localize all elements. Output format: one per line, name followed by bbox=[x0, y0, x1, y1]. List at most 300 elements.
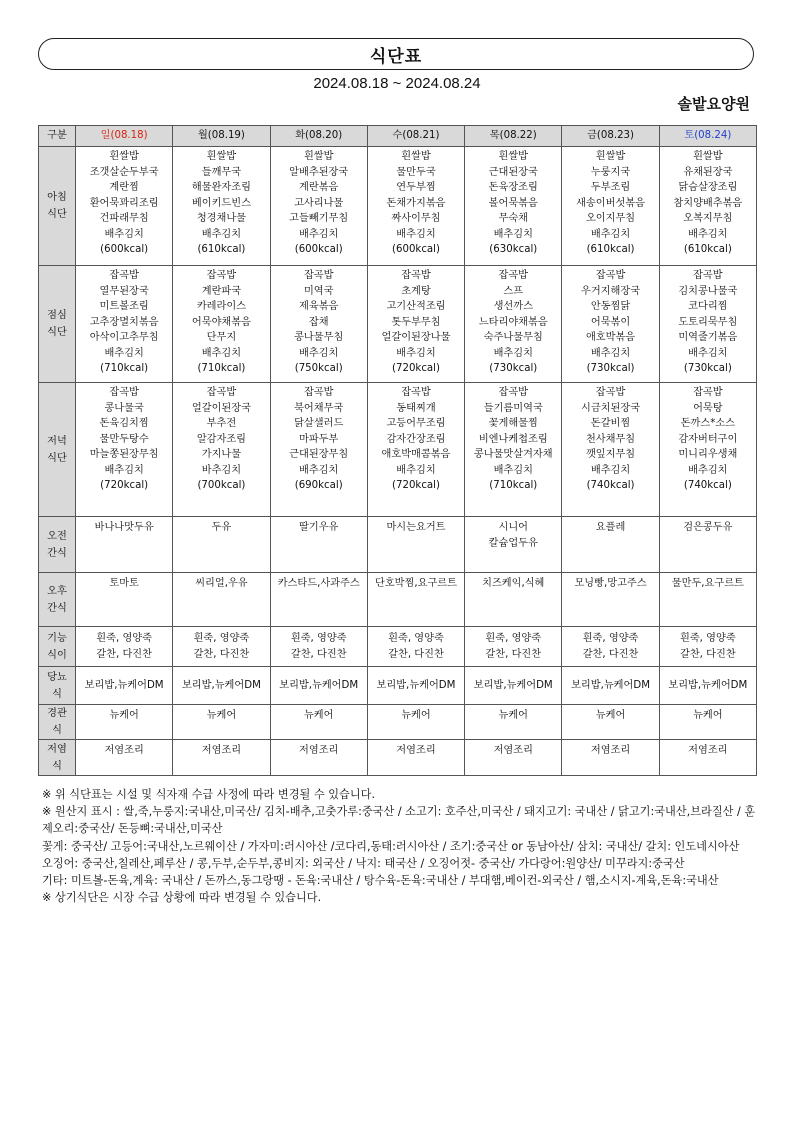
menu-item: 배추김치 bbox=[104, 347, 144, 359]
menu-cell bbox=[173, 573, 270, 627]
menu-item: 치즈케익,식혜 bbox=[482, 578, 545, 589]
menu-item: 건파래무침 bbox=[99, 213, 149, 224]
menu-cell bbox=[270, 740, 367, 776]
menu-cell bbox=[270, 667, 367, 705]
menu-item: 단무지 bbox=[206, 332, 237, 343]
menu-item: 베이키드빈스 bbox=[191, 197, 251, 209]
menu-item: 배추김치 bbox=[590, 464, 631, 476]
menu-item: 배추김치 bbox=[201, 347, 242, 359]
menu-cell bbox=[562, 573, 659, 627]
menu-cell bbox=[562, 517, 659, 573]
row-label-line: 식이 bbox=[47, 649, 67, 661]
menu-item: 돈까스*소스 bbox=[680, 418, 735, 429]
menu-item: 계란볶음 bbox=[299, 182, 339, 193]
menu-item: 알감자조림 bbox=[196, 433, 247, 445]
row-label-line: 식단 bbox=[47, 327, 67, 338]
menu-item: 카레라이스 bbox=[196, 301, 247, 312]
menu-cell bbox=[465, 383, 562, 517]
row-label bbox=[39, 266, 76, 383]
menu-item: 뉴케어 bbox=[693, 710, 723, 721]
menu-cell bbox=[76, 667, 173, 705]
menu-item: 배추김치 bbox=[299, 228, 339, 240]
menu-cell bbox=[367, 517, 464, 573]
menu-item: 초계탕 bbox=[401, 285, 431, 297]
row-label-line: 아침 bbox=[47, 192, 67, 203]
menu-cell bbox=[659, 740, 756, 776]
menu-item: 오이지무침 bbox=[585, 213, 636, 224]
menu-item: (610kcal) bbox=[197, 244, 246, 255]
organization-name: 솔밭요양원 bbox=[677, 95, 750, 113]
menu-item: 감자버터구이 bbox=[678, 433, 738, 445]
menu-item: 깻잎지무침 bbox=[585, 449, 636, 460]
row-label bbox=[39, 667, 76, 705]
menu-item: 마파두부 bbox=[299, 433, 339, 445]
menu-item: 잡곡밥 bbox=[498, 270, 529, 281]
menu-cell bbox=[659, 147, 756, 266]
menu-title: 식단표 bbox=[38, 38, 754, 70]
menu-item: 흰죽, 영양죽 bbox=[680, 633, 736, 644]
menu-item: (750kcal) bbox=[294, 363, 343, 374]
menu-item: 미니리우생채 bbox=[678, 449, 738, 460]
menu-item: (730kcal) bbox=[489, 363, 538, 374]
menu-cell bbox=[270, 517, 367, 573]
menu-item: 근대된장국 bbox=[488, 166, 538, 178]
menu-item: 보리밥,뉴케어DM bbox=[571, 679, 650, 691]
note-line: 오징어: 중국산,칠레산,페루산 / 콩,두부,순두부,콩비지: 외국산 / 낙지: 태국산 / 오징어젓- 중국산/ 가다랑어:원양산/ 미꾸라지:중국산 bbox=[42, 856, 685, 870]
meal-table bbox=[38, 125, 757, 776]
menu-cell bbox=[270, 266, 367, 383]
menu-cell bbox=[270, 627, 367, 667]
menu-cell bbox=[562, 705, 659, 740]
menu-item: 저염조리 bbox=[688, 745, 728, 756]
row-label bbox=[39, 147, 76, 266]
menu-item: 계란파국 bbox=[201, 285, 242, 297]
row-label-line: 식 bbox=[52, 760, 62, 772]
menu-item: 고추장멸치볶음 bbox=[89, 316, 159, 328]
row-functional bbox=[39, 627, 757, 667]
menu-item: 스프 bbox=[503, 285, 524, 297]
menu-item: 단호박찜,요구르트 bbox=[375, 578, 457, 589]
note-line: ※ 상기식단은 시장 수급 상황에 따라 변경될 수 있습니다. bbox=[42, 891, 322, 905]
menu-cell bbox=[562, 667, 659, 705]
menu-cell bbox=[465, 627, 562, 667]
menu-cell bbox=[173, 740, 270, 776]
menu-item: 동태찌개 bbox=[396, 402, 436, 414]
menu-cell bbox=[659, 705, 756, 740]
menu-item: 잡채 bbox=[308, 316, 329, 328]
row-pm-snack bbox=[39, 573, 757, 627]
menu-cell bbox=[465, 573, 562, 627]
menu-cell bbox=[367, 147, 464, 266]
menu-item: (710kcal) bbox=[100, 363, 149, 374]
menu-item: 얼갈이된장나물 bbox=[381, 332, 451, 343]
menu-cell bbox=[562, 383, 659, 517]
menu-item: 해물완자조림 bbox=[191, 182, 251, 193]
menu-item: 무숙채 bbox=[498, 213, 529, 224]
menu-item: 저염조리 bbox=[201, 745, 242, 756]
menu-item: 고등어무조림 bbox=[386, 418, 446, 429]
menu-item: 흰쌀밥 bbox=[109, 151, 139, 162]
menu-item: 흰쌀밥 bbox=[206, 151, 237, 162]
day-header-fri: 금(08.23) bbox=[562, 126, 659, 147]
row-label bbox=[39, 517, 76, 573]
row-label bbox=[39, 740, 76, 776]
menu-item: 제육볶음 bbox=[299, 301, 339, 312]
note-line: ※ 위 식단표는 시설 및 식자재 수급 사정에 따라 변경될 수 있습니다. bbox=[42, 788, 376, 801]
menu-item: 오복지무침 bbox=[683, 213, 733, 224]
menu-item: 갈찬, 다진찬 bbox=[582, 648, 639, 660]
menu-item: 연두부찜 bbox=[396, 182, 436, 193]
day-header-tue: 화(08.20) bbox=[270, 126, 367, 147]
menu-item: (600kcal) bbox=[100, 244, 149, 255]
note-line: ※ 원산지 표시 : 쌀,죽,누룽지:국내산,미국산/ 김치-배추,고춧가루:중국산 / 소고기: 호주산,미국산 / 돼지고기: 국내산 / 닭고기:국내산,브라질산 / 훈제오리:중국산/ 돈등뼈:국내산,미국산 bbox=[42, 805, 756, 836]
row-label-line: 간식 bbox=[47, 547, 67, 559]
menu-item: (730kcal) bbox=[683, 363, 732, 374]
day-header-wed: 수(08.21) bbox=[367, 126, 464, 147]
menu-item: 톳두부무침 bbox=[391, 316, 441, 328]
header-row bbox=[39, 126, 757, 147]
menu-cell bbox=[367, 573, 464, 627]
menu-item: 닭살샐러드 bbox=[294, 418, 344, 429]
menu-item: 들깨무국 bbox=[201, 166, 242, 178]
menu-item: 흰쌀밥 bbox=[693, 151, 723, 162]
menu-item: 돈육김치찜 bbox=[99, 418, 149, 429]
menu-cell bbox=[76, 627, 173, 667]
menu-item: 새송이버섯볶음 bbox=[576, 197, 645, 209]
menu-cell bbox=[465, 667, 562, 705]
menu-item: 느타리야채볶음 bbox=[478, 316, 548, 328]
menu-item: 유채된장국 bbox=[683, 166, 733, 178]
menu-item: 애호박매콤볶음 bbox=[381, 449, 451, 460]
menu-item: 잡곡밥 bbox=[206, 270, 237, 281]
menu-item: (710kcal) bbox=[197, 363, 246, 374]
menu-cell bbox=[173, 517, 270, 573]
row-am-snack bbox=[39, 517, 757, 573]
menu-item: 뉴케어 bbox=[498, 710, 529, 721]
menu-cell bbox=[76, 266, 173, 383]
menu-item: 볼어묵볶음 bbox=[488, 197, 538, 209]
row-label-line: 오후 bbox=[47, 585, 67, 597]
menu-item: 잡곡밥 bbox=[109, 387, 139, 398]
row-label-line: 식 bbox=[52, 725, 62, 736]
row-label-line: 당뇨 bbox=[47, 671, 67, 683]
menu-item: 조갯살순두부국 bbox=[89, 166, 159, 178]
menu-item: 배추김치 bbox=[104, 464, 144, 476]
menu-item: 저염조리 bbox=[590, 745, 631, 756]
menu-cell bbox=[367, 667, 464, 705]
menu-item: 환어묵꽈리조림 bbox=[89, 197, 159, 209]
menu-cell bbox=[465, 740, 562, 776]
menu-item: 저염조리 bbox=[104, 745, 144, 756]
menu-item: 보리밥,뉴케어DM bbox=[279, 679, 359, 691]
menu-cell bbox=[562, 740, 659, 776]
menu-item: 딸기우유 bbox=[299, 522, 339, 533]
row-label-line: 경관 bbox=[47, 708, 67, 719]
menu-item: 비엔나케첩조림 bbox=[478, 433, 548, 445]
menu-item: 배추김치 bbox=[396, 347, 436, 359]
menu-item: 두부조림 bbox=[590, 182, 631, 193]
menu-item: 뉴케어 bbox=[401, 710, 431, 721]
menu-item: 알배추된장국 bbox=[289, 166, 349, 178]
row-label-line: 식단 bbox=[47, 452, 67, 464]
menu-cell bbox=[173, 705, 270, 740]
menu-item: 뉴케어 bbox=[206, 710, 237, 721]
menu-item: 흰쌀밥 bbox=[303, 151, 334, 162]
menu-item: 물만두탕수 bbox=[99, 433, 149, 445]
menu-item: 우거지해장국 bbox=[581, 285, 641, 297]
menu-item: 보리밥,뉴케어DM bbox=[84, 679, 164, 691]
menu-item: 보리밥,뉴케어DM bbox=[473, 679, 553, 691]
menu-cell bbox=[270, 147, 367, 266]
menu-item: 숙주나물무침 bbox=[483, 332, 543, 343]
day-header-thu: 목(08.22) bbox=[465, 126, 562, 147]
menu-item: 저염조리 bbox=[396, 745, 436, 756]
menu-item: (740kcal) bbox=[586, 480, 635, 491]
menu-item: 배추김치 bbox=[299, 464, 339, 476]
menu-item: 고들빼기무침 bbox=[289, 213, 349, 224]
menu-item: (690kcal) bbox=[294, 480, 343, 491]
day-header-mon: 월(08.19) bbox=[173, 126, 270, 147]
menu-item: 갈찬, 다진찬 bbox=[193, 648, 250, 660]
note-line: 꽃게: 중국산/ 고등어:국내산,노르웨이산 / 가자미:러시아산 /코다리,동태:러시아산 / 조기:중국산 or 동남아산/ 삼치: 국내산/ 갈치: 인도네시아산 bbox=[42, 839, 740, 853]
menu-item: 갈찬, 다진찬 bbox=[485, 648, 542, 660]
menu-item: 북어채무국 bbox=[294, 402, 344, 414]
menu-item: 부추전 bbox=[206, 418, 237, 429]
menu-item: (720kcal) bbox=[392, 363, 440, 374]
day-header-sun: 일(08.18) bbox=[76, 126, 173, 147]
menu-item: 누룽지국 bbox=[590, 166, 631, 178]
menu-item: 미트볼조림 bbox=[99, 301, 149, 312]
menu-item: 칼슘업두유 bbox=[488, 537, 538, 549]
menu-item: 뉴케어 bbox=[303, 710, 334, 721]
menu-item: 보리밥,뉴케어DM bbox=[181, 679, 261, 691]
menu-cell bbox=[173, 667, 270, 705]
menu-item: 뉴케어 bbox=[595, 710, 626, 721]
row-label-line: 저염 bbox=[47, 743, 67, 755]
menu-item: 배추김치 bbox=[201, 228, 242, 240]
menu-cell bbox=[76, 383, 173, 517]
menu-item: 배추김치 bbox=[688, 228, 728, 240]
menu-item: 시니어 bbox=[498, 522, 529, 533]
menu-item: 갈찬, 다진찬 bbox=[290, 648, 347, 660]
row-label-line: 저녁 bbox=[47, 435, 67, 447]
menu-item: (730kcal) bbox=[586, 363, 635, 374]
menu-cell bbox=[562, 266, 659, 383]
menu-cell bbox=[76, 147, 173, 266]
menu-item: 들기름미역국 bbox=[483, 402, 543, 414]
row-label-line: 기능 bbox=[47, 632, 67, 644]
menu-item: (630kcal) bbox=[489, 244, 538, 255]
menu-item: 미역줄기볶음 bbox=[678, 332, 738, 343]
menu-item: 배추김치 bbox=[104, 228, 144, 240]
day-header-sat: 토(08.24) bbox=[659, 126, 756, 147]
menu-item: 보리밥,뉴케어DM bbox=[376, 679, 456, 691]
menu-item: 흰쌀밥 bbox=[401, 151, 431, 162]
menu-item: 저염조리 bbox=[299, 745, 339, 756]
menu-item: 검은콩두유 bbox=[683, 522, 733, 533]
menu-item: 생선까스 bbox=[493, 301, 533, 312]
menu-cell bbox=[173, 627, 270, 667]
menu-item: 흰죽, 영양죽 bbox=[193, 633, 250, 644]
menu-item: 짜사이무침 bbox=[391, 213, 441, 224]
menu-item: 시금치된장국 bbox=[581, 402, 641, 414]
menu-item: 감자간장조림 bbox=[386, 433, 446, 445]
menu-item: 씨리얼,우유 bbox=[195, 578, 248, 589]
menu-item: 요플레 bbox=[595, 522, 626, 533]
menu-item: 콩나물국 bbox=[104, 402, 144, 414]
menu-cell bbox=[76, 573, 173, 627]
menu-item: 모닝빵,망고주스 bbox=[574, 578, 647, 589]
row-tube bbox=[39, 705, 757, 740]
menu-item: 미역국 bbox=[303, 285, 334, 297]
menu-item: (610kcal) bbox=[683, 244, 732, 255]
menu-item: 흰죽, 영양죽 bbox=[485, 633, 542, 644]
menu-item: 애호박볶음 bbox=[585, 332, 636, 343]
menu-item: 안동찜닭 bbox=[590, 301, 631, 312]
row-low-salt bbox=[39, 740, 757, 776]
menu-item: 물만두,요구르트 bbox=[671, 578, 744, 589]
menu-cell bbox=[270, 705, 367, 740]
menu-item: 고기산적조림 bbox=[386, 301, 446, 312]
menu-item: (610kcal) bbox=[586, 244, 635, 255]
menu-item: 뉴케어 bbox=[109, 710, 139, 721]
menu-cell bbox=[270, 573, 367, 627]
menu-item: 청경채나물 bbox=[196, 213, 247, 224]
menu-item: (600kcal) bbox=[392, 244, 440, 255]
menu-item: 도토리묵무침 bbox=[678, 316, 738, 328]
menu-item: 배추김치 bbox=[396, 464, 436, 476]
menu-item: 계란찜 bbox=[109, 182, 139, 193]
row-label-line: 오전 bbox=[47, 530, 67, 542]
menu-item: 배추김치 bbox=[493, 464, 533, 476]
menu-cell bbox=[562, 627, 659, 667]
row-label-line: 식 bbox=[52, 688, 62, 700]
menu-item: 가지나물 bbox=[201, 449, 242, 460]
menu-item: 흰죽, 영양죽 bbox=[582, 633, 639, 644]
menu-item: 돈채가지볶음 bbox=[386, 197, 446, 209]
row-label-line: 간식 bbox=[47, 602, 67, 614]
menu-cell bbox=[465, 517, 562, 573]
menu-item: 마시는요거트 bbox=[386, 522, 446, 533]
menu-item: 보리밥,뉴케어DM bbox=[668, 679, 748, 691]
menu-cell bbox=[270, 383, 367, 517]
menu-item: 잡곡밥 bbox=[303, 270, 334, 281]
row-label-line: 점심 bbox=[47, 310, 67, 321]
menu-cell bbox=[76, 517, 173, 573]
row-label bbox=[39, 573, 76, 627]
menu-item: (720kcal) bbox=[392, 480, 440, 491]
menu-cell bbox=[465, 705, 562, 740]
menu-cell bbox=[367, 383, 464, 517]
menu-item: 잡곡밥 bbox=[303, 387, 334, 398]
menu-cell bbox=[659, 667, 756, 705]
menu-item: 바나나맛두유 bbox=[94, 522, 154, 533]
row-label bbox=[39, 627, 76, 667]
menu-item: 갈찬, 다진찬 bbox=[680, 648, 736, 660]
menu-item: 아삭이고추무침 bbox=[89, 332, 159, 343]
menu-item: (740kcal) bbox=[683, 480, 732, 491]
menu-item: 배추김치 bbox=[688, 464, 728, 476]
menu-cell bbox=[76, 740, 173, 776]
menu-item: 저염조리 bbox=[493, 745, 533, 756]
menu-item: 잡곡밥 bbox=[595, 270, 626, 281]
notes bbox=[42, 786, 762, 906]
menu-cell bbox=[659, 573, 756, 627]
menu-item: (720kcal) bbox=[100, 480, 149, 491]
menu-item: 잡곡밥 bbox=[206, 387, 237, 398]
menu-item: 배추김치 bbox=[396, 228, 436, 240]
menu-item: 갈찬, 다진찬 bbox=[388, 648, 444, 660]
menu-item: 흰죽, 영양죽 bbox=[388, 633, 444, 644]
row-diabetic bbox=[39, 667, 757, 705]
menu-item: 코다리찜 bbox=[688, 301, 728, 312]
menu-item: 돈육장조림 bbox=[488, 182, 538, 193]
menu-item: 열무된장국 bbox=[99, 285, 149, 297]
menu-cell bbox=[367, 705, 464, 740]
menu-item: 잡곡밥 bbox=[109, 270, 139, 281]
menu-item: 배추김치 bbox=[688, 347, 728, 359]
menu-cell bbox=[659, 517, 756, 573]
menu-item: 콩나물맛살겨자채 bbox=[473, 449, 553, 460]
menu-item: (700kcal) bbox=[197, 480, 246, 491]
menu-item: 잡곡밥 bbox=[693, 387, 723, 398]
menu-cell bbox=[465, 266, 562, 383]
menu-item: 흰죽, 영양죽 bbox=[96, 633, 152, 644]
menu-item: 고사리나물 bbox=[294, 197, 344, 209]
menu-item: 바추김치 bbox=[201, 464, 242, 476]
menu-cell bbox=[367, 266, 464, 383]
menu-item: 배추김치 bbox=[590, 228, 631, 240]
menu-item: 토마토 bbox=[109, 578, 139, 589]
menu-cell bbox=[659, 266, 756, 383]
menu-item: 어묵탕 bbox=[693, 402, 723, 414]
menu-cell bbox=[173, 383, 270, 517]
menu-item: 흰쌀밥 bbox=[595, 151, 626, 162]
menu-item: 콩나물무침 bbox=[294, 332, 344, 343]
menu-cell bbox=[562, 147, 659, 266]
menu-item: 두유 bbox=[211, 522, 232, 533]
menu-item: 근대된장무침 bbox=[289, 449, 349, 460]
menu-cell bbox=[659, 383, 756, 517]
menu-cell bbox=[367, 740, 464, 776]
menu-item: 참치양배추볶음 bbox=[673, 197, 743, 209]
menu-item: 배추김치 bbox=[299, 347, 339, 359]
menu-cell bbox=[659, 627, 756, 667]
menu-cell bbox=[76, 705, 173, 740]
row-lunch bbox=[39, 266, 757, 383]
menu-item: 잡곡밥 bbox=[595, 387, 626, 398]
menu-item: 김치콩나물국 bbox=[678, 285, 738, 297]
menu-cell bbox=[173, 147, 270, 266]
note-line: 기타: 미트볼-돈육,계육: 국내산 / 돈까스,동그랑땡 - 돈육:국내산 / 탕수육-돈육:국내산 / 부대햄,베이컨-외국산 / 햄,소시지-계육,돈육:국내산 bbox=[42, 874, 719, 888]
menu-item: 잡곡밥 bbox=[693, 270, 723, 281]
menu-item: 흰죽, 영양죽 bbox=[290, 633, 347, 644]
menu-item: 잡곡밥 bbox=[498, 387, 529, 398]
menu-item: 돈갈비찜 bbox=[590, 418, 631, 429]
menu-item: 물만두국 bbox=[396, 166, 436, 178]
menu-cell bbox=[465, 147, 562, 266]
menu-item: 배추김치 bbox=[493, 347, 533, 359]
menu-cell bbox=[367, 627, 464, 667]
row-label bbox=[39, 383, 76, 517]
menu-item: (600kcal) bbox=[294, 244, 343, 255]
row-dinner bbox=[39, 383, 757, 517]
menu-item: 마늘쫑된장무침 bbox=[89, 449, 159, 460]
menu-item: 꽃게해물찜 bbox=[488, 418, 538, 429]
row-label bbox=[39, 705, 76, 740]
menu-item: 흰쌀밥 bbox=[498, 151, 529, 162]
menu-item: 천사채무침 bbox=[585, 433, 636, 445]
